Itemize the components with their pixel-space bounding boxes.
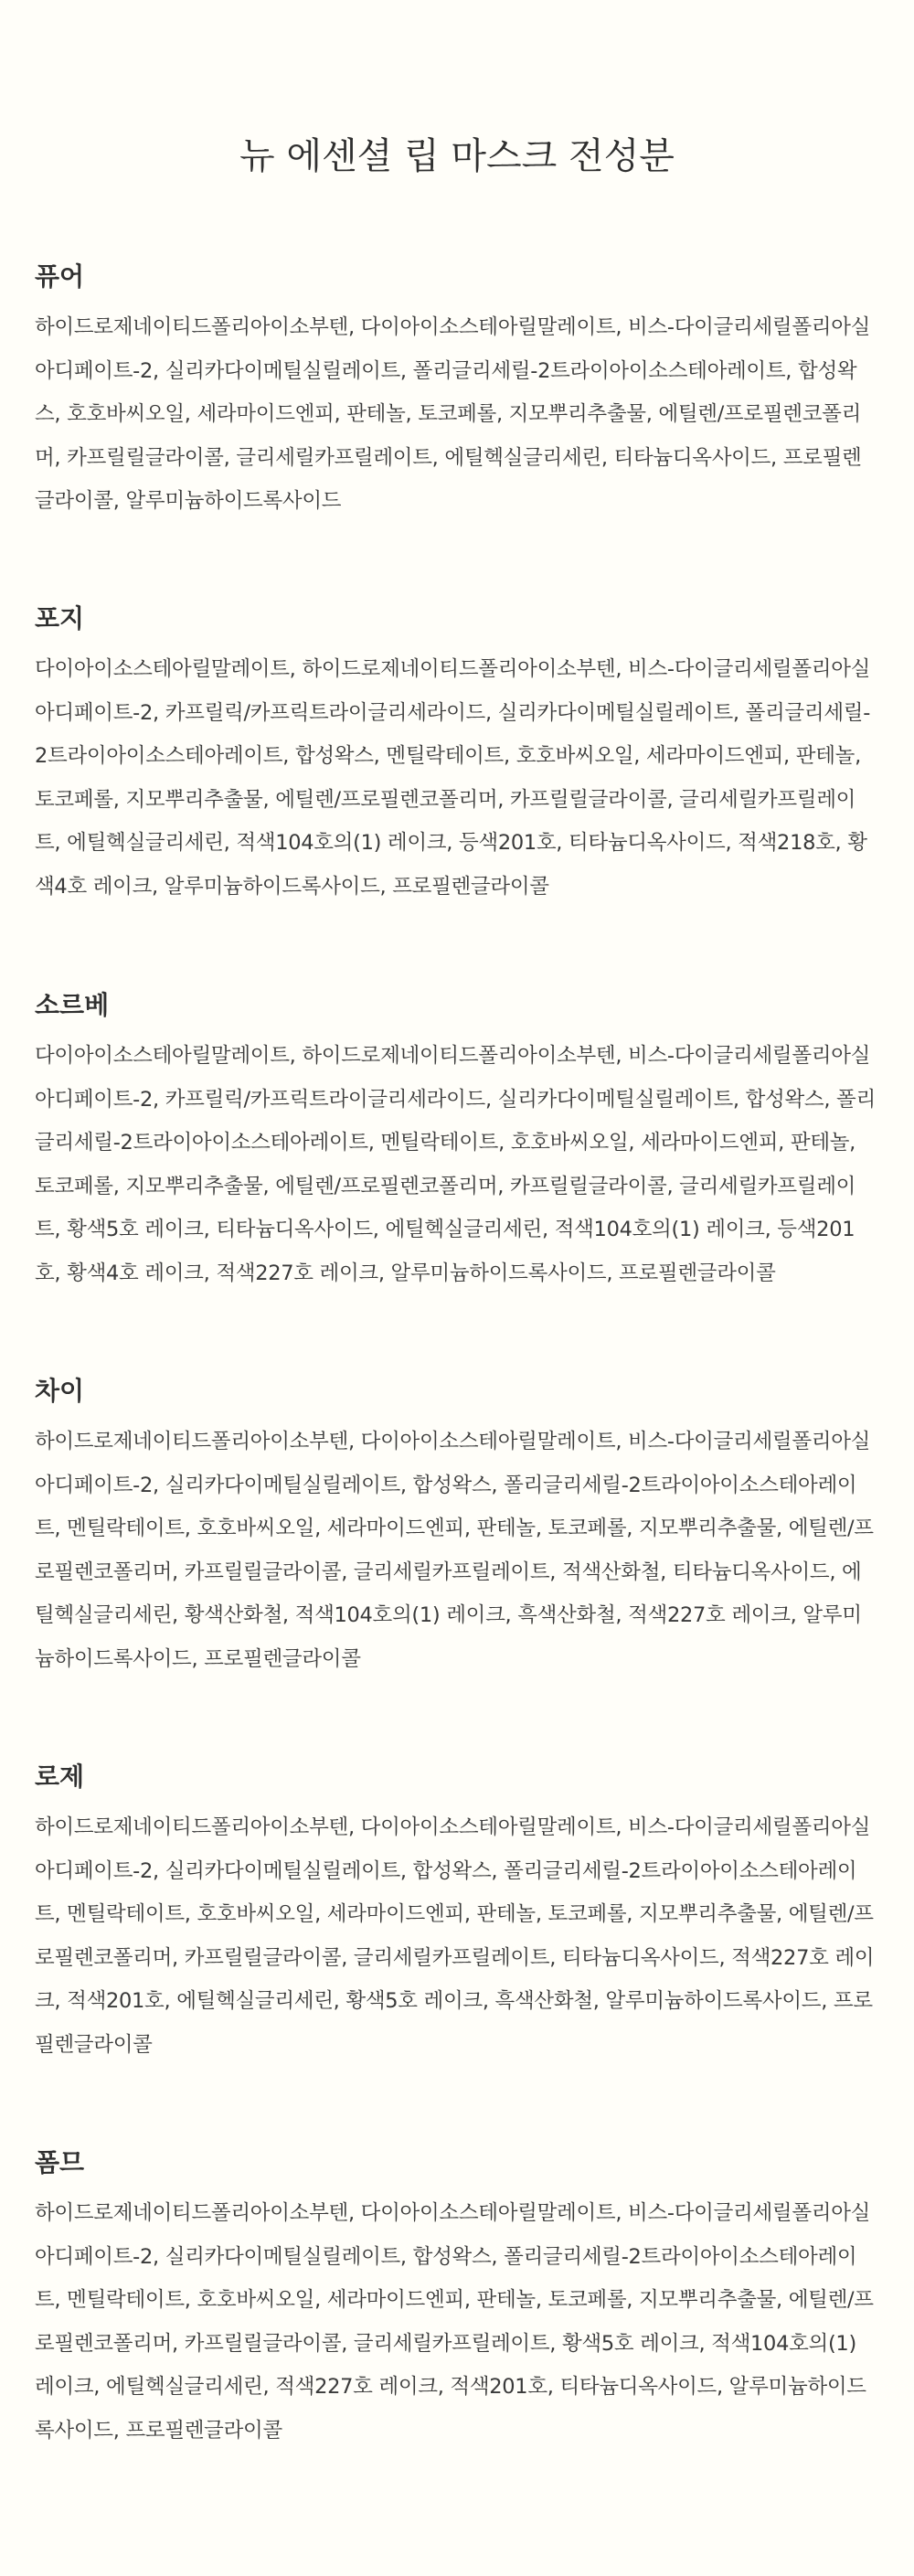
page-title: 뉴 에센셜 립 마스크 전성분: [239, 135, 675, 177]
section-sorbet: [35, 987, 879, 1295]
section-heading: 로제: [35, 1762, 85, 1792]
section-pomme: [35, 2145, 879, 2453]
ingredient-list: 다이아이소스테아릴말레이트, 하이드로제네이티드폴리아이소부텐, 비스-다이글리세릴폴리아실아디페이트-2, 카프릴릭/카프릭트라이글리세라이드, 실리카다이메틸실릴레이트, 폴리글리세릴-2트라이아이소스테아레이트, 합성왁스, 멘틸락테이트, 호호바씨오일, 세라마이드엔피, 판테놀, 토코페롤, 지모뿌리추출물, 에틸렌/프로필렌코폴리머, 카프릴릴글라이콜, 글리세릴카프릴레이트, 에틸헥실글리세린, 적색104호의(1) 레이크, 등색201호, 티타늄디옥사이드, 적색218호, 황색4호 레이크, 알루미늄하이드록사이드, 프로필렌글라이콜: [35, 657, 871, 899]
section-pure: [35, 259, 879, 524]
section-heading: 소르베: [35, 990, 110, 1020]
ingredient-list: 하이드로제네이티드폴리아이소부텐, 다이아이소스테아릴말레이트, 비스-다이글리세릴폴리아실아디페이트-2, 실리카다이메틸실릴레이트, 합성왁스, 폴리글리세릴-2트라이아이소스테아레이트, 멘틸락테이트, 호호바씨오일, 세라마이드엔피, 판테놀, 토코페롤, 지모뿌리추출물, 에틸렌/프로필렌코폴리머, 카프릴릴글라이콜, 글리세릴카프릴레이트, 적색산화철, 티타늄디옥사이드, 에틸헥실글리세린, 황색산화철, 적색104호의(1) 레이크, 흑색산화철, 적색227호 레이크, 알루미늄하이드록사이드, 프로필렌글라이콜: [35, 1430, 874, 1671]
section-forge: [35, 601, 879, 909]
section-heading: 퓨어: [35, 261, 85, 292]
ingredient-list: 하이드로제네이티드폴리아이소부텐, 다이아이소스테아릴말레이트, 비스-다이글리세릴폴리아실아디페이트-2, 실리카다이메틸실릴레이트, 합성왁스, 폴리글리세릴-2트라이아이소스테아레이트, 멘틸락테이트, 호호바씨오일, 세라마이드엔피, 판테놀, 토코페롤, 지모뿌리추출물, 에틸렌/프로필렌코폴리머, 카프릴릴글라이콜, 글리세릴카프릴레이트, 황색5호 레이크, 적색104호의(1) 레이크, 에틸헥실글리세린, 적색227호 레이크, 적색201호, 티타늄디옥사이드, 알루미늄하이드록사이드, 프로필렌글라이콜: [35, 2201, 874, 2443]
section-heading: 차이: [35, 1376, 85, 1406]
section-chai: [35, 1373, 879, 1681]
section-heading: 포지: [35, 603, 85, 633]
section-heading: 폼므: [35, 2147, 85, 2177]
section-rose: [35, 1759, 879, 2067]
ingredient-list: 다이아이소스테아릴말레이트, 하이드로제네이티드폴리아이소부텐, 비스-다이글리세릴폴리아실아디페이트-2, 카프릴릭/카프릭트라이글리세라이드, 실리카다이메틸실릴레이트, 합성왁스, 폴리글리세릴-2트라이아이소스테아레이트, 멘틸락테이트, 호호바씨오일, 세라마이드엔피, 판테놀, 토코페롤, 지모뿌리추출물, 에틸렌/프로필렌코폴리머, 카프릴릴글라이콜, 글리세릴카프릴레이트, 황색5호 레이크, 티타늄디옥사이드, 에틸헥실글리세린, 적색104호의(1) 레이크, 등색201호, 황색4호 레이크, 적색227호 레이크, 알루미늄하이드록사이드, 프로필렌글라이콜: [35, 1044, 876, 1285]
ingredient-list: 하이드로제네이티드폴리아이소부텐, 다이아이소스테아릴말레이트, 비스-다이글리세릴폴리아실아디페이트-2, 실리카다이메틸실릴레이트, 합성왁스, 폴리글리세릴-2트라이아이소스테아레이트, 멘틸락테이트, 호호바씨오일, 세라마이드엔피, 판테놀, 토코페롤, 지모뿌리추출물, 에틸렌/프로필렌코폴리머, 카프릴릴글라이콜, 글리세릴카프릴레이트, 티타늄디옥사이드, 적색227호 레이크, 적색201호, 에틸헥실글리세린, 황색5호 레이크, 흑색산화철, 알루미늄하이드록사이드, 프로필렌글라이콜: [35, 1815, 875, 2057]
ingredient-list: 하이드로제네이티드폴리아이소부텐, 다이아이소스테아릴말레이트, 비스-다이글리세릴폴리아실아디페이트-2, 실리카다이메틸실릴레이트, 폴리글리세릴-2트라이아이소스테아레이트, 합성왁스, 호호바씨오일, 세라마이드엔피, 판테놀, 토코페롤, 지모뿌리추출물, 에틸렌/프로필렌코폴리머, 카프릴릴글라이콜, 글리세릴카프릴레이트, 에틸헥실글리세린, 티타늄디옥사이드, 프로필렌글라이콜, 알루미늄하이드록사이드: [35, 315, 871, 513]
